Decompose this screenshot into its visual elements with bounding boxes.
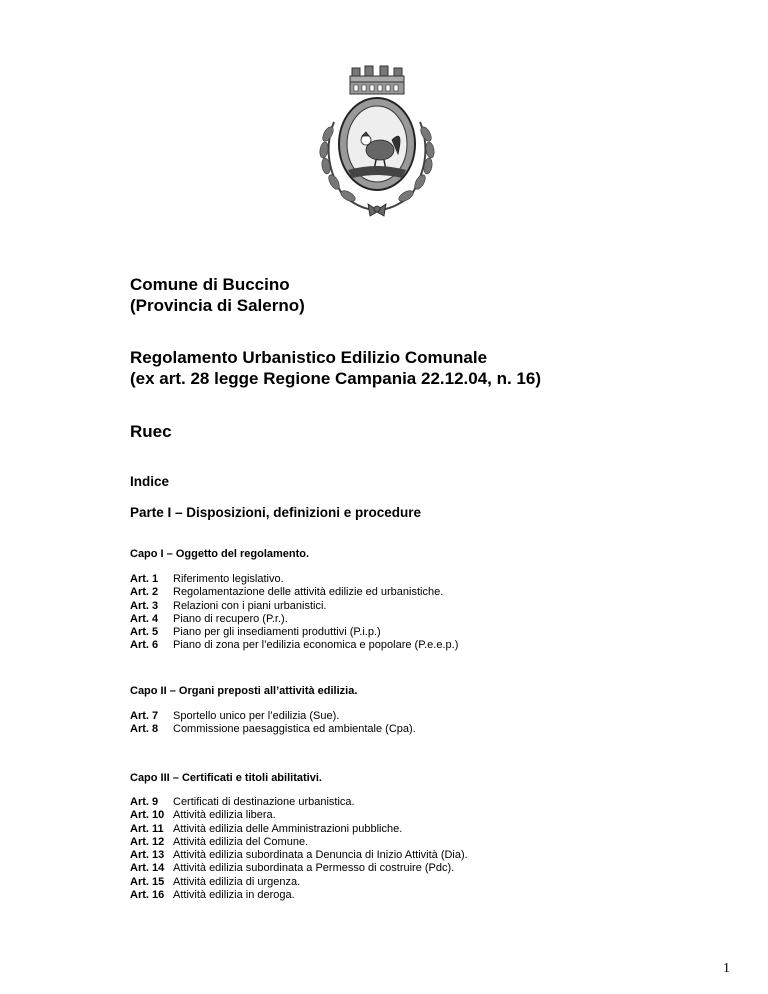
article-title: Certificati di destinazione urbanistica. <box>173 796 355 808</box>
article-title: Attività edilizia subordinata a Denuncia di Inizio Attività (Dia). <box>173 849 468 862</box>
article-item <box>130 876 468 889</box>
article-list <box>130 710 416 737</box>
article-item <box>130 723 416 736</box>
article-number: Art. 7 <box>130 710 159 722</box>
article-number: Art. 8 <box>130 723 159 736</box>
article-number: Art. 12 <box>130 835 165 848</box>
article-item <box>130 862 468 875</box>
article-item <box>130 613 458 626</box>
article-number: Art. 4 <box>130 612 159 625</box>
article-item <box>130 796 468 809</box>
article-item <box>130 600 458 613</box>
article-title: Attività edilizia subordinata a Permesso di costruire (Pdc). <box>173 862 455 875</box>
article-item <box>130 626 458 639</box>
article-item <box>130 823 468 836</box>
crown-icon <box>350 66 404 94</box>
article-title: Attività edilizia in deroga. <box>173 889 295 902</box>
article-number: Art. 1 <box>130 573 159 585</box>
article-number: Art. 10 <box>130 809 165 822</box>
chapter-heading: Capo I – Oggetto del regolamento. <box>130 548 310 560</box>
article-title: Piano di zona per l’edilizia economica e popolare (P.e.e.p.) <box>173 639 459 652</box>
article-item <box>130 639 458 652</box>
article-item <box>130 586 458 599</box>
article-item <box>130 889 468 902</box>
province-name: (Provincia di Salerno) <box>130 296 305 315</box>
article-number: Art. 13 <box>130 849 165 862</box>
article-title: Relazioni con i piani urbanistici. <box>173 599 327 612</box>
article-title: Riferimento legislativo. <box>173 573 284 585</box>
article-item <box>130 573 458 586</box>
article-item <box>130 836 468 849</box>
article-number: Art. 5 <box>130 626 159 639</box>
municipality-name: Comune di Buccino <box>130 275 290 294</box>
article-title: Attività edilizia libera. <box>173 809 276 822</box>
ribbon-icon <box>368 204 386 216</box>
article-number: Art. 15 <box>130 875 165 888</box>
article-number: Art. 6 <box>130 639 159 652</box>
article-number: Art. 16 <box>130 889 165 902</box>
article-item <box>130 710 416 723</box>
article-title: Attività edilizia delle Amministrazioni pubbliche. <box>173 822 403 835</box>
municipality-title <box>130 274 305 316</box>
article-number: Art. 11 <box>130 822 164 835</box>
chapter-heading: Capo II – Organi preposti all’attività edilizia. <box>130 685 358 697</box>
article-title: Commissione paesaggistica ed ambientale (Cpa). <box>173 723 416 736</box>
article-title: Attività edilizia di urgenza. <box>173 875 301 888</box>
article-title: Regolamentazione delle attività edilizie ed urbanistiche. <box>173 586 444 599</box>
index-heading: Indice <box>130 474 170 489</box>
article-item <box>130 809 468 822</box>
regulation-legal-reference: (ex art. 28 legge Regione Campania 22.12.04, n. 16) <box>130 369 542 388</box>
page-number: 1 <box>723 961 730 976</box>
regulation-name: Regolamento Urbanistico Edilizio Comunale <box>130 348 488 367</box>
article-number: Art. 3 <box>130 599 159 612</box>
article-number: Art. 14 <box>130 862 165 875</box>
article-list <box>130 573 458 653</box>
regulation-title <box>130 347 541 389</box>
short-title: Ruec <box>130 422 172 441</box>
article-title: Attività edilizia del Comune. <box>173 835 309 848</box>
article-title: Piano di recupero (P.r.). <box>173 612 288 625</box>
article-title: Sportello unico per l’edilizia (Sue). <box>173 710 340 722</box>
part-heading: Parte I – Disposizioni, definizioni e procedure <box>130 505 422 520</box>
article-number: Art. 9 <box>130 796 159 808</box>
chapter-heading: Capo III – Certificati e titoli abilitativi. <box>130 772 322 784</box>
article-number: Art. 2 <box>130 586 159 599</box>
article-title: Piano per gli insediamenti produttivi (P.i.p.) <box>173 626 381 639</box>
article-item <box>130 849 468 862</box>
article-list <box>130 796 468 902</box>
coat-of-arms-emblem <box>312 62 442 218</box>
